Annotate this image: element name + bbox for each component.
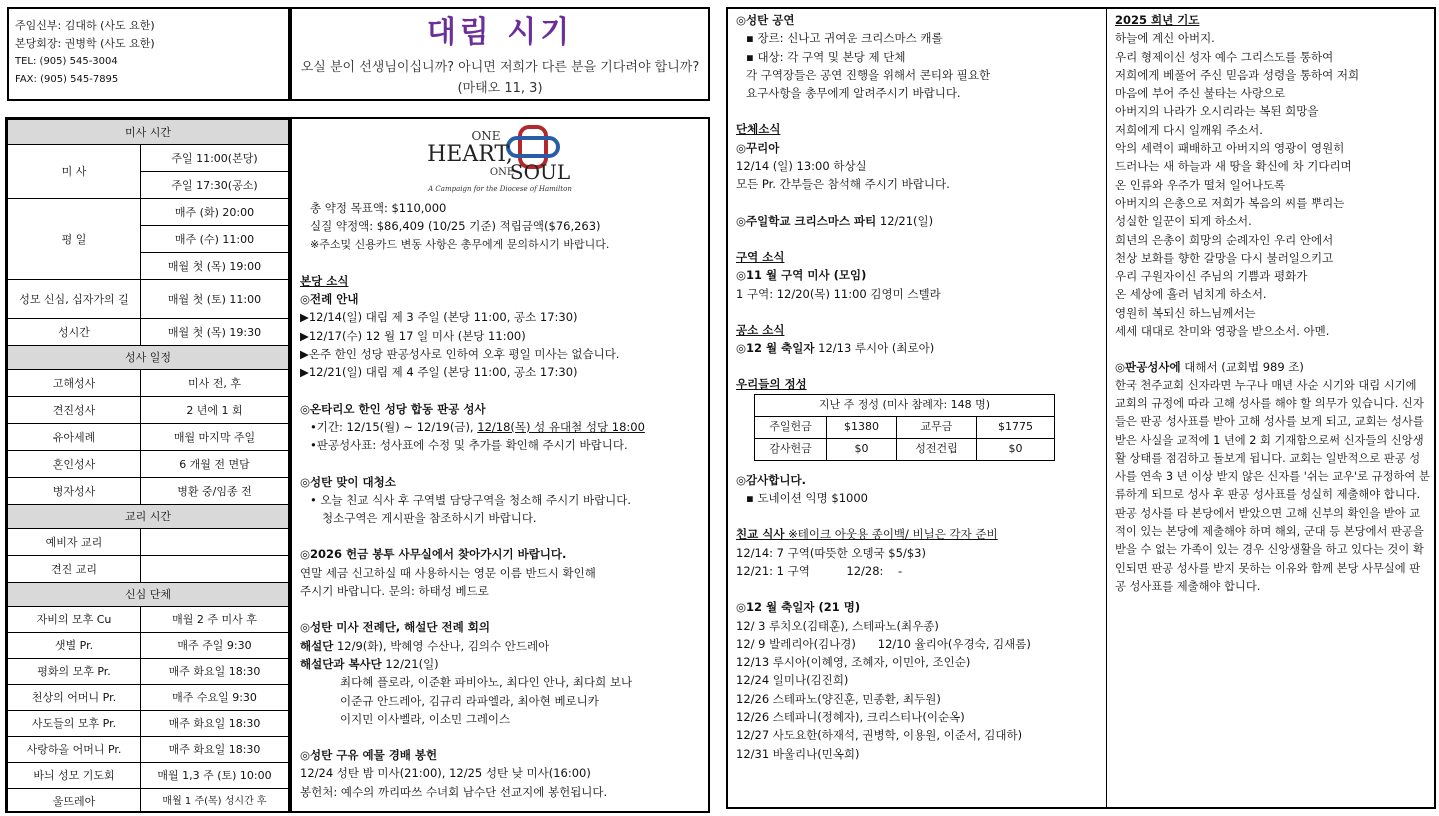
schedule-box [5,117,291,813]
weekday-time: 매주 (수) 11:00 [141,226,289,253]
catechism-label: 견진 교리 [8,556,141,583]
prayer-line: 온 세상에 흘러 넘치게 하소서. [1115,287,1267,302]
feast-item: 12/24 일미나(김진희) [736,673,849,688]
mission-feast-detail: 12/13 루시아 (최로아) [814,341,935,356]
weekday-label: 평 일 [8,199,141,280]
group-value: 매월 2 주 미사 후 [141,607,289,633]
sacrament-label: 고해성사 [8,370,141,397]
parish-news-title: 본당 소식 [300,273,349,288]
prayer-line: 저희에게 베풀어 주신 믿음과 성령을 통하여 저희 [1115,67,1360,82]
prayer-column [1107,9,1436,807]
group-value: 매주 주일 9:30 [141,633,289,659]
curia-title: ◎꾸리아 [736,140,780,155]
group-label: 사랑하올 어머니 Pr. [8,737,141,763]
mission-feast-title: ◎12 월 축일자 [736,341,815,356]
offering-label: 성전건립 [897,438,977,460]
sacrament-value: 6 개월 전 면담 [141,451,289,478]
group-label: 울뜨레아 [8,789,141,814]
adoration-time: 매월 첫 (목) 19:30 [141,319,289,346]
gift-line: 12/24 성탄 밤 미사(21:00), 12/25 성탄 낮 미사(16:00) [300,766,591,781]
mission-news-title: 공소 소식 [736,322,785,337]
meeting-group: 해설단 [300,638,334,653]
prayer-line: 천상 보화를 향한 갈망을 다시 불러일으키고 [1115,250,1334,265]
meeting-detail: 12/9(화), 박혜영 수산나, 김의수 안드레아 [333,638,550,653]
campaign-actual: 실질 약정액: $86,409 (10/25 기준) 적립금액($76,263) [310,219,601,234]
parish-info-box [7,7,290,101]
president-line: 본당회장: 권병학 (사도 요한) [15,37,155,50]
prayer-line: 성실한 일꾼이 되게 하소서. [1115,214,1252,229]
offering-table [754,394,1055,461]
district-mass-title: ◎11 월 구역 미사 (모임) [736,268,867,283]
district-mass-line: 1 구역: 12/20(목) 11:00 김영미 스텔라 [736,286,941,301]
tel-line: TEL: (905) 545-3004 [15,56,118,67]
curia-line: 12/14 (일) 13:00 하상실 [736,159,867,174]
community-news-column [728,9,1107,807]
title-box [290,7,710,101]
confession-dates: •기간: 12/15(월) ~ 12/19(금), [310,419,478,434]
prayer-line: 영원히 복되신 하느님께서는 [1115,305,1256,320]
confession-venue: 12/18(목) 성 유대철 성당 18:00 [477,419,645,434]
liturgy-item: ▶12/17(수) 12 월 17 일 미사 (본당 11:00) [300,328,526,343]
concert-note: 요구사항을 총무에게 알려주시기 바랍니다. [746,86,961,101]
meeting-member-line: 이준규 안드레아, 김규리 라파엘라, 최아현 베로니카 [340,693,599,708]
group-label: 자비의 모후 Cu [8,607,141,633]
concert-genre: ▪ 장르: 신나고 귀여운 크리스마스 캐롤 [746,31,943,46]
envelope-title: ◎2026 헌금 봉투 사무실에서 찾아가시기 바랍니다. [300,547,567,562]
logo-one-bottom: ONE [489,167,515,178]
liturgy-item: ▶온주 한인 성당 판공성사로 인하여 오후 평일 미사는 없습니다. [300,347,620,362]
groups-header: 신심 단체 [8,583,289,607]
penance-heading [1115,358,1430,376]
devotion-time: 매월 첫 (토) 11:00 [141,280,289,319]
group-value: 매주 수요일 9:30 [141,685,289,711]
one-heart-one-soul-logo [300,121,700,199]
penance-canon: 대해서 (교회법 989 조) [1180,360,1304,375]
meeting-group: 해설단과 복사단 [300,656,382,671]
fellowship-heading [736,525,1098,543]
offering-label: 감사헌금 [755,438,827,460]
offering-value: $1775 [977,416,1055,438]
priest-line: 주임신부: 김대하 (사도 요한) [15,19,155,32]
scripture-quote: 오실 분이 선생님이십니까? 아니면 저희가 다른 분을 기다려야 합니까? (마태오 11, 3) [300,60,700,96]
envelope-line: 주시기 바랍니다. 문의: 하태성 베드로 [300,584,489,599]
sacrament-label: 혼인성사 [8,451,141,478]
cleaning-line: • 오늘 친교 식사 후 구역별 담당구역을 청소해 주시기 바랍니다. [310,492,632,507]
weekday-time: 매주 (화) 20:00 [141,199,289,226]
logo-soul: SOUL [509,160,571,184]
offering-value: $0 [977,438,1055,460]
group-label: 바늬 성모 기도회 [8,763,141,789]
sacrament-value: 2 년에 1 회 [141,397,289,424]
feast-item: 12/27 사도요한(하재석, 권병학, 이용원, 이준서, 김대하) [736,728,1023,743]
prayer-line: 마음에 부어 주신 불타는 사랑으로 [1115,86,1286,101]
mass-time-header: 미사 시간 [8,120,289,145]
group-label: 샛별 Pr. [8,633,141,659]
cleaning-line: 청소구역은 게시판을 참조하시기 바랍니다. [322,511,537,526]
meeting-member-line: 이지민 이사벨라, 이소민 그레이스 [340,711,511,726]
sunday-school-line [736,212,1098,230]
prayer-line: 드러나는 새 하늘과 새 땅을 확신에 차 기다리며 [1115,159,1352,174]
sacrament-label: 병자성사 [8,478,141,505]
sunday-school-title: ◎주일학교 크리스마스 파티 [736,213,877,228]
thanks-item: ▪ 도네이션 익명 $1000 [746,491,868,506]
feast-item: 12/31 바울리나(민옥희) [736,746,860,761]
mass-time: 주일 17:30(공소) [141,172,289,199]
thanks-title: ◎감사합니다. [736,472,806,487]
offering-header: 지난 주 정성 (미사 참례자: 148 명) [755,394,1055,416]
prayer-line: 아버지의 나라가 오시리라는 복된 희망을 [1115,104,1319,119]
feast-item: 12/26 스테파노(양진훈, 민종환, 최두원) [736,691,941,706]
concert-target: ▪ 대상: 각 구역 및 본당 제 단체 [746,49,906,64]
feast-item: 12/ 3 루치오(김태훈), 스테파노(최우종) [736,618,939,633]
confession-note: •판공성사표: 성사표에 수정 및 추가를 확인해 주시기 바랍니다. [310,438,628,453]
prayer-line: 세세 대대로 찬미와 영광을 받으소서. 아멘. [1115,324,1330,339]
sacrament-value: 병환 중/임종 전 [141,478,289,505]
fellowship-note: ※테이크 아웃용 종이백/ 비닐은 각자 준비 [784,527,998,542]
logo-heart: HEART, [427,142,513,167]
logo-subtitle: A Campaign for the Diocese of Hamilton [428,185,572,193]
group-value: 매주 화요일 18:30 [141,711,289,737]
confession-title: ◎온타리오 한인 성당 합동 판공 성사 [300,401,486,416]
group-label: 천상의 어머니 Pr. [8,685,141,711]
catechism-value [141,556,289,583]
cleaning-title: ◎성탄 맞이 대청소 [300,474,396,489]
catechism-value [141,529,289,556]
heart-cross-logo-icon [390,121,610,195]
group-value: 매주 화요일 18:30 [141,737,289,763]
devotion-label: 성모 신심, 십자가의 길 [8,280,141,319]
adoration-label: 성시간 [8,319,141,346]
prayer-line: 하늘에 계신 아버지. [1115,31,1215,46]
gift-line: 봉헌처: 예수의 까리따쓰 수녀회 남수단 선교지에 봉헌됩니다. [300,784,608,799]
catechism-label: 예비자 교리 [8,529,141,556]
meeting-title: ◎성탄 미사 전례단, 해설단 전례 회의 [300,620,490,635]
gift-title: ◎성탄 구유 예물 경배 봉헌 [300,748,438,763]
concert-title: ◎성탄 공연 [736,13,795,27]
meeting-member-line: 최다혜 플로라, 이준환 파비아노, 최다인 안나, 최다희 보나 [340,675,633,690]
meeting-detail: 12/21(일) [381,656,439,671]
liturgy-title: ◎전례 안내 [300,292,359,307]
prayer-line: 아버지의 은총으로 저희가 복음의 씨를 뿌리는 [1115,195,1345,210]
group-label: 사도들의 모후 Pr. [8,711,141,737]
curia-line: 모든 Pr. 간부들은 참석해 주시기 바랍니다. [736,177,950,192]
group-value: 매월 1 주(목) 성시간 후 [141,789,289,814]
group-label: 평화의 모후 Pr. [8,659,141,685]
prayer-line: 악의 세력이 패배하고 아버지의 영광이 영원히 [1115,141,1345,156]
prayer-line: 우리 형제이신 성자 예수 그리스도를 통하여 [1115,49,1334,64]
offering-value: $1380 [827,416,897,438]
fellowship-row: 12/14: 7 구역(따뜻한 오뎅국 $5/$3) [736,545,926,560]
liturgy-item: ▶12/21(일) 대림 제 4 주일 (본당 11:00, 공소 17:30) [300,365,578,380]
confession-period [300,418,700,436]
parish-news-column [290,117,710,813]
sacrament-label: 견진성사 [8,397,141,424]
season-title: 대림 시기 [426,15,574,50]
prayer-line: 저희에게 다시 일깨워 주소서. [1115,122,1263,137]
feast-item: 12/13 루시아(이혜영, 조혜자, 이민아, 조인순) [736,655,971,670]
sacrament-value: 매월 마지막 주일 [141,424,289,451]
right-news-box [726,7,1436,809]
weekday-time: 매월 첫 (목) 19:00 [141,253,289,280]
campaign-note: ※주소및 신용카드 변동 사항은 총무에게 문의하시기 바랍니다. [310,237,610,251]
offering-value: $0 [827,438,897,460]
schedule-table [7,119,289,813]
logo-one-top: ONE [471,129,501,143]
penance-title: ◎판공성사에 [1115,360,1181,375]
fax-line: FAX: (905) 545-7895 [15,74,119,85]
offering-label: 주일헌금 [755,416,827,438]
catechism-header: 교리 시간 [8,505,289,529]
feast-item: 12/26 스테파니(정혜자), 크리스티나(이순옥) [736,710,965,725]
prayer-line: 온 인류와 우주가 떨쳐 일어나도록 [1115,177,1286,192]
mass-label: 미 사 [8,145,141,199]
offering-title: 우리들의 정성 [736,377,807,392]
district-news-title: 구역 소식 [736,249,785,264]
prayer-line: 우리 구원자이신 주님의 기쁨과 평화가 [1115,269,1308,284]
sacrament-value: 미사 전, 후 [141,370,289,397]
prayer-line: 희년의 은총이 희망의 순례자인 우리 안에서 [1115,232,1334,247]
mass-time: 주일 11:00(본당) [141,145,289,172]
meeting-line [300,637,700,655]
sunday-school-date: 12/21(일) [876,213,934,228]
sacrament-label: 유아세례 [8,424,141,451]
fellowship-title: 친교 식사 [736,527,785,542]
prayer-title: 2025 희년 기도 [1115,13,1200,27]
liturgy-item: ▶12/14(일) 대림 제 3 주일 (본당 11:00, 공소 17:30) [300,310,578,325]
feasts-title: ◎12 월 축일자 (21 명) [736,600,861,615]
meeting-line [300,655,700,673]
group-value: 매월 1,3 주 (토) 10:00 [141,763,289,789]
offering-label: 교무금 [897,416,977,438]
concert-note: 각 구역장들은 공연 진행을 위해서 콘티와 필요한 [746,67,991,82]
mission-feast-line [736,339,1098,357]
feast-item: 12/ 9 발레리아(김나경) 12/10 율리아(우경숙, 김새롬) [736,636,1031,651]
campaign-goal: 총 약정 목표액: $110,000 [310,201,447,215]
group-news-title: 단체소식 [736,122,781,137]
fellowship-row: 12/21: 1 구역 12/28: - [736,563,903,578]
envelope-line: 연말 세금 신고하실 때 사용하시는 영문 이름 반드시 확인해 [300,565,596,580]
sacrament-header: 성사 일정 [8,346,289,370]
group-value: 매주 화요일 18:30 [141,659,289,685]
penance-body: 한국 천주교회 신자라면 누구나 매년 사순 시기와 대림 시기에 교회의 규정에 따라 고해 성사를 해야 할 의무가 있습니다. 신자들은 판공 성사표를 받아 고해 성사를 보게 되고, 교회는 성사를 받은 사실을 교적에 1 년에 2 회 기재함으로써 신자들의 신앙생활 상태를 점검하고 돌보게 됩니다. 교회는 일반적으로 판공 성사를 연속 3 년 이상 받지 않은 신자를 '쉬는 교우'로 규정하여 분류하게 되므로 성사 후 판공 성사표를 성실히 제출해야 합니다. 판공 성사를 타 본당에서 받았으면 고해 신부의 확인을 받아 교적이 있는 본당에 제출해야 하며 해외, 군대 등 본당에서 판공을 받을 수 없는 가족이 있는 경우 신앙생활을 하고 있다는 것이 확인되면 판공 성사를 받지 못하는 이유와 함께 본당 사무실에 판공 성사표를 제출해야 합니다. [1115,378,1430,593]
